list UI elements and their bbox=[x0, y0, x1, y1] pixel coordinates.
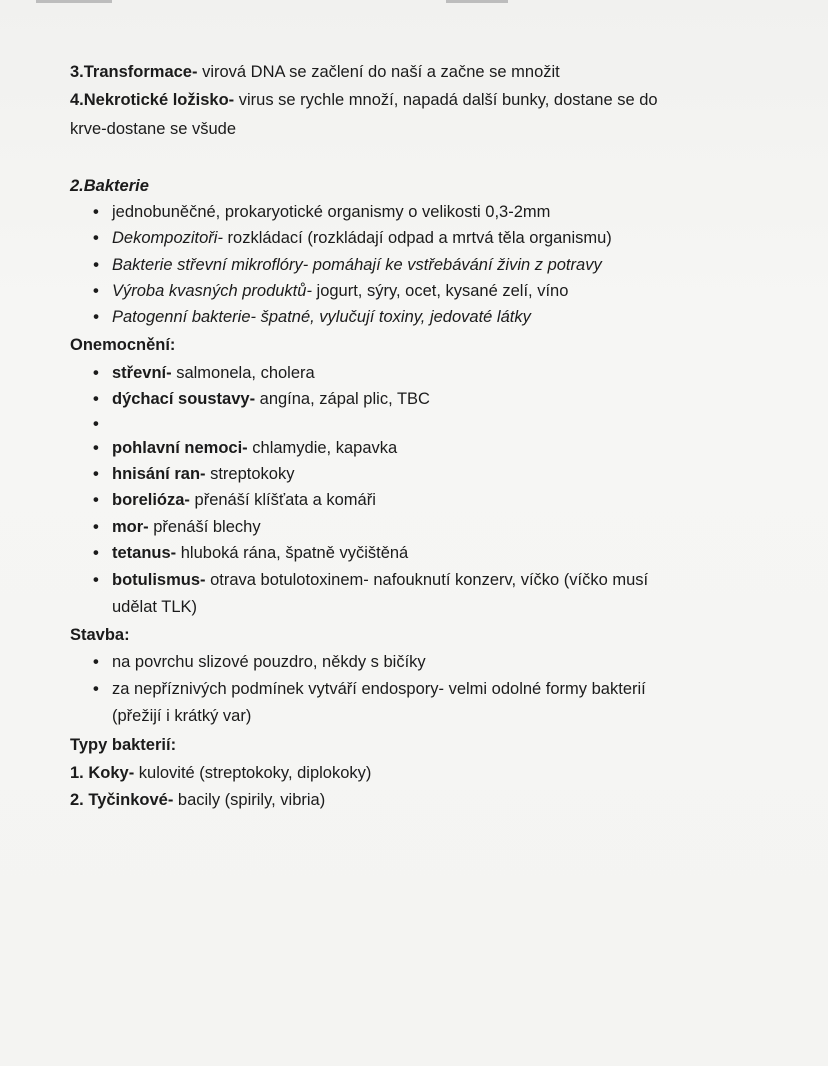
virus-stage-4-continuation: krve-dostane se všude bbox=[70, 120, 237, 138]
list-item: • jednobuněčné, prokaryotické organismy o velikosti 0,3-2mm bbox=[93, 203, 551, 221]
list-item: • hnisání ran- streptokoky bbox=[93, 465, 295, 483]
scan-header-mark bbox=[36, 0, 112, 3]
list-item: • mor- přenáší blechy bbox=[93, 518, 261, 536]
virus-stage-3: 3.Transformace- virová DNA se začlení do naší a začne se množit bbox=[70, 63, 560, 81]
list-item: • Výroba kvasných produktů- jogurt, sýry, ocet, kysané zelí, víno bbox=[93, 282, 569, 300]
section-heading-types: Typy bakterií: bbox=[70, 736, 177, 754]
virus-stage-4: 4.Nekrotické ložisko- virus se rychle množí, napadá další bunky, dostane se do bbox=[70, 91, 658, 109]
list-item: • pohlavní nemoci- chlamydie, kapavka bbox=[93, 439, 398, 457]
type-item: 2. Tyčinkové- bacily (spirily, vibria) bbox=[70, 791, 326, 809]
section-heading-bacteria: 2.Bakterie bbox=[70, 177, 149, 195]
type-item: 1. Koky- kulovité (streptokoky, diplokoky) bbox=[70, 764, 372, 782]
scan-header-mark bbox=[446, 0, 508, 3]
list-item: • botulismus- otrava botulotoxinem- nafouknutí konzerv, víčko (víčko musí bbox=[93, 571, 649, 589]
list-item-continuation: (přežijí i krátký var) bbox=[112, 707, 252, 725]
list-item: • Bakterie střevní mikroflóry- pomáhají ke vstřebávání živin z potravy bbox=[93, 256, 602, 274]
section-heading-diseases: Onemocnění: bbox=[70, 336, 176, 354]
list-item: • Patogenní bakterie- špatné, vylučují toxiny, jedovaté látky bbox=[93, 308, 531, 326]
list-item: • borelióza- přenáší klíšťata a komáři bbox=[93, 491, 376, 509]
list-item: • tetanus- hluboká rána, špatně vyčištěná bbox=[93, 544, 409, 562]
list-item: • Dekompozitoři- rozkládací (rozkládají odpad a mrtvá těla organismu) bbox=[93, 229, 612, 247]
section-heading-structure: Stavba: bbox=[70, 626, 130, 644]
document-page: 3.Transformace- virová DNA se začlení do naší a začne se množit 4.Nekrotické ložisko- virus se rychle množí, napadá další bunky, dostane se do krve-dostane se všude 2.Bakterie • jednobuněčné, prokaryotické organismy o velikosti 0,3-2mm • Dekompozitoři- rozkládací (rozkládají odpad a mrtvá těla organismu) • Bakterie střevní mikroflóry- pomáhají ke vstřebávání živin z potravy • Výroba kvasných produktů- jogurt, sýry, ocet, kysané zelí, víno • Patogenní bakterie- špatné, vylučují toxiny, jedovaté látky Onemocnění: • střevní- salmonela, cholera • dýchací soustavy- angína, zápal plic, TBC • • pohlavní nemoci- chlamydie, kapavka • hnisání ran- streptokoky • borelióza- přenáší klíšťata a komáři • mor- přenáší blechy • tetanus- hluboká rána, špatně vyčištěná • botulismus- otrava botulotoxinem- nafouknutí konzerv, víčko (víčko musí udělat TLK) Stavba: • na povrchu slizové pouzdro, někdy s bičíky • za nepříznivých podmínek vytváří endospory- velmi odolné formy bakterií (přežijí i krátký var) Typy bakterií: 1. Koky- kulovité (streptokoky, diplokoky) 2. Tyčinkové- bacily (spirily, vibria) bbox=[0, 0, 828, 1066]
list-item: • na povrchu slizové pouzdro, někdy s bičíky bbox=[93, 653, 426, 671]
list-item-continuation: udělat TLK) bbox=[112, 598, 197, 616]
list-item: • za nepříznivých podmínek vytváří endospory- velmi odolné formy bakterií bbox=[93, 680, 646, 698]
list-item: • dýchací soustavy- angína, zápal plic, TBC bbox=[93, 390, 430, 408]
list-item: • střevní- salmonela, cholera bbox=[93, 364, 315, 382]
